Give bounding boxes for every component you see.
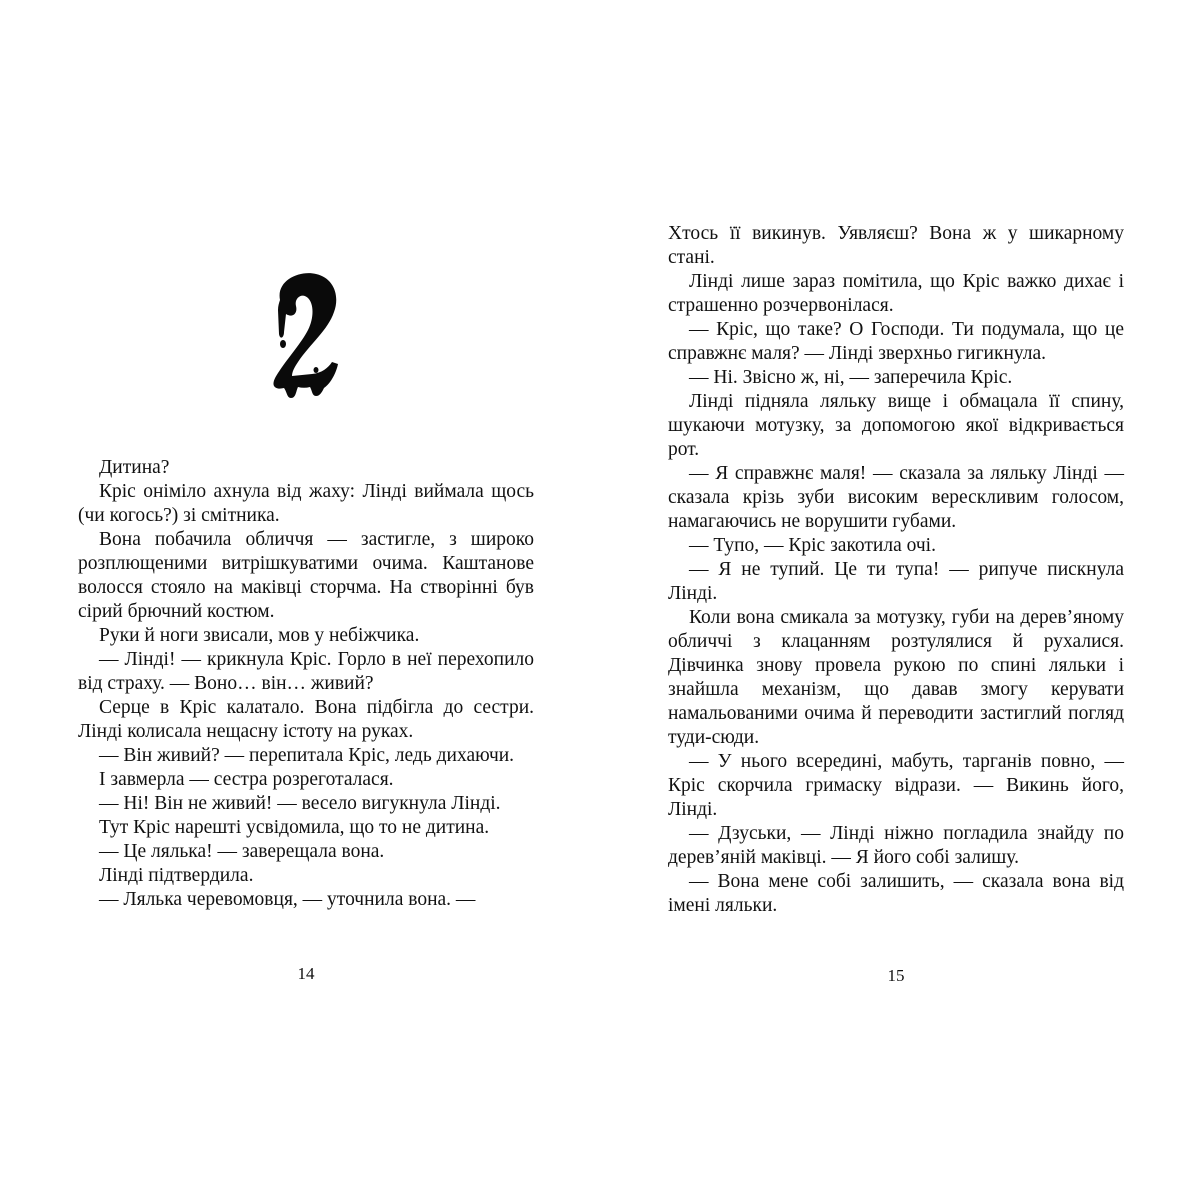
paragraph: — Це лялька! — заверещала вона.: [99, 841, 385, 862]
paragraph: — Ні. Звісно ж, ні, — заперечила Кріс.: [689, 367, 1013, 388]
paragraph: І завмерла — сестра розреготалася.: [99, 769, 394, 790]
paragraph: — Дзуськи, — Лінді ніжно погладила знайду по дерев’яній маківці. — Я його собі залишу.: [668, 823, 1124, 868]
left-page-text: [78, 456, 534, 912]
paragraph: — Ні! Він не живий! — весело вигукнула Лінді.: [99, 793, 501, 814]
paragraph: Лінді підняла ляльку вище і обмацала її спину, шукаючи мотузку, за допомогою якої відкривається рот.: [668, 391, 1124, 460]
paragraph: — Лінді! — крикнула Кріс. Горло в неї перехопило від страху. — Воно… він… живий?: [78, 649, 534, 694]
paragraph: Вона побачила обличчя — застигле, з широко розплющеними витрішкуватими очима. Каштанове волосся стояло на маківці сторчма. На створінні був сірий брючний костюм.: [78, 529, 534, 622]
paragraph: Руки й ноги звисали, мов у небіжчика.: [99, 625, 420, 646]
page-number: 14: [297, 964, 315, 983]
page-number: 15: [887, 966, 905, 985]
dripping-numeral-glyph: [266, 270, 346, 400]
paragraph: — Я справжнє маля! — сказала за ляльку Лінді — сказала крізь зуби високим верескливим голосом, намагаючись не ворушити губами.: [668, 463, 1124, 532]
paragraph: — Я не тупий. Це ти тупа! — рипуче пискнула Лінді.: [668, 559, 1124, 604]
paragraph: — У нього всередині, мабуть, тарганів повно, — Кріс скорчила гримаску відрази. — Викинь його, Лінді.: [668, 751, 1124, 820]
paragraph: Хтось її викинув. Уявляєш? Вона ж у шикарному стані.: [668, 223, 1124, 268]
right-page-text: [668, 222, 1124, 918]
paragraph: — Він живий? — перепитала Кріс, ледь дихаючи.: [99, 745, 515, 766]
paragraph: — Тупо, — Кріс закотила очі.: [689, 535, 936, 556]
paragraph: Лінді підтвердила.: [99, 865, 254, 886]
paragraph: Кріс оніміло ахнула від жаху: Лінді виймала щось (чи когось?) зі смітника.: [78, 481, 534, 526]
chapter-number: [266, 270, 346, 400]
paragraph: Лінді лише зараз помітила, що Кріс важко дихає і страшенно розчервонілася.: [668, 271, 1124, 316]
paragraph: — Вона мене собі залишить, — сказала вона від імені ляльки.: [668, 871, 1124, 916]
paragraph: Дитина?: [99, 457, 170, 478]
paragraph: — Лялька черевомовця, — уточнила вона. —: [99, 889, 476, 910]
paragraph: Коли вона смикала за мотузку, губи на дерев’яному обличчі з клацанням розтулялися й рухалися. Дівчинка знову провела рукою по спині ляльки і знайшла механізм, що давав змогу керувати намальованими очима й переводити застиглий погляд туди-сюди.: [668, 607, 1124, 748]
paragraph: Серце в Кріс калатало. Вона підбігла до сестри. Лінді колисала нещасну істоту на руках.: [78, 697, 534, 742]
paragraph: Тут Кріс нарешті усвідомила, що то не дитина.: [99, 817, 490, 838]
paragraph: — Кріс, що таке? О Господи. Ти подумала, що це справжнє маля? — Лінді зверхньо гигикнула.: [668, 319, 1124, 364]
